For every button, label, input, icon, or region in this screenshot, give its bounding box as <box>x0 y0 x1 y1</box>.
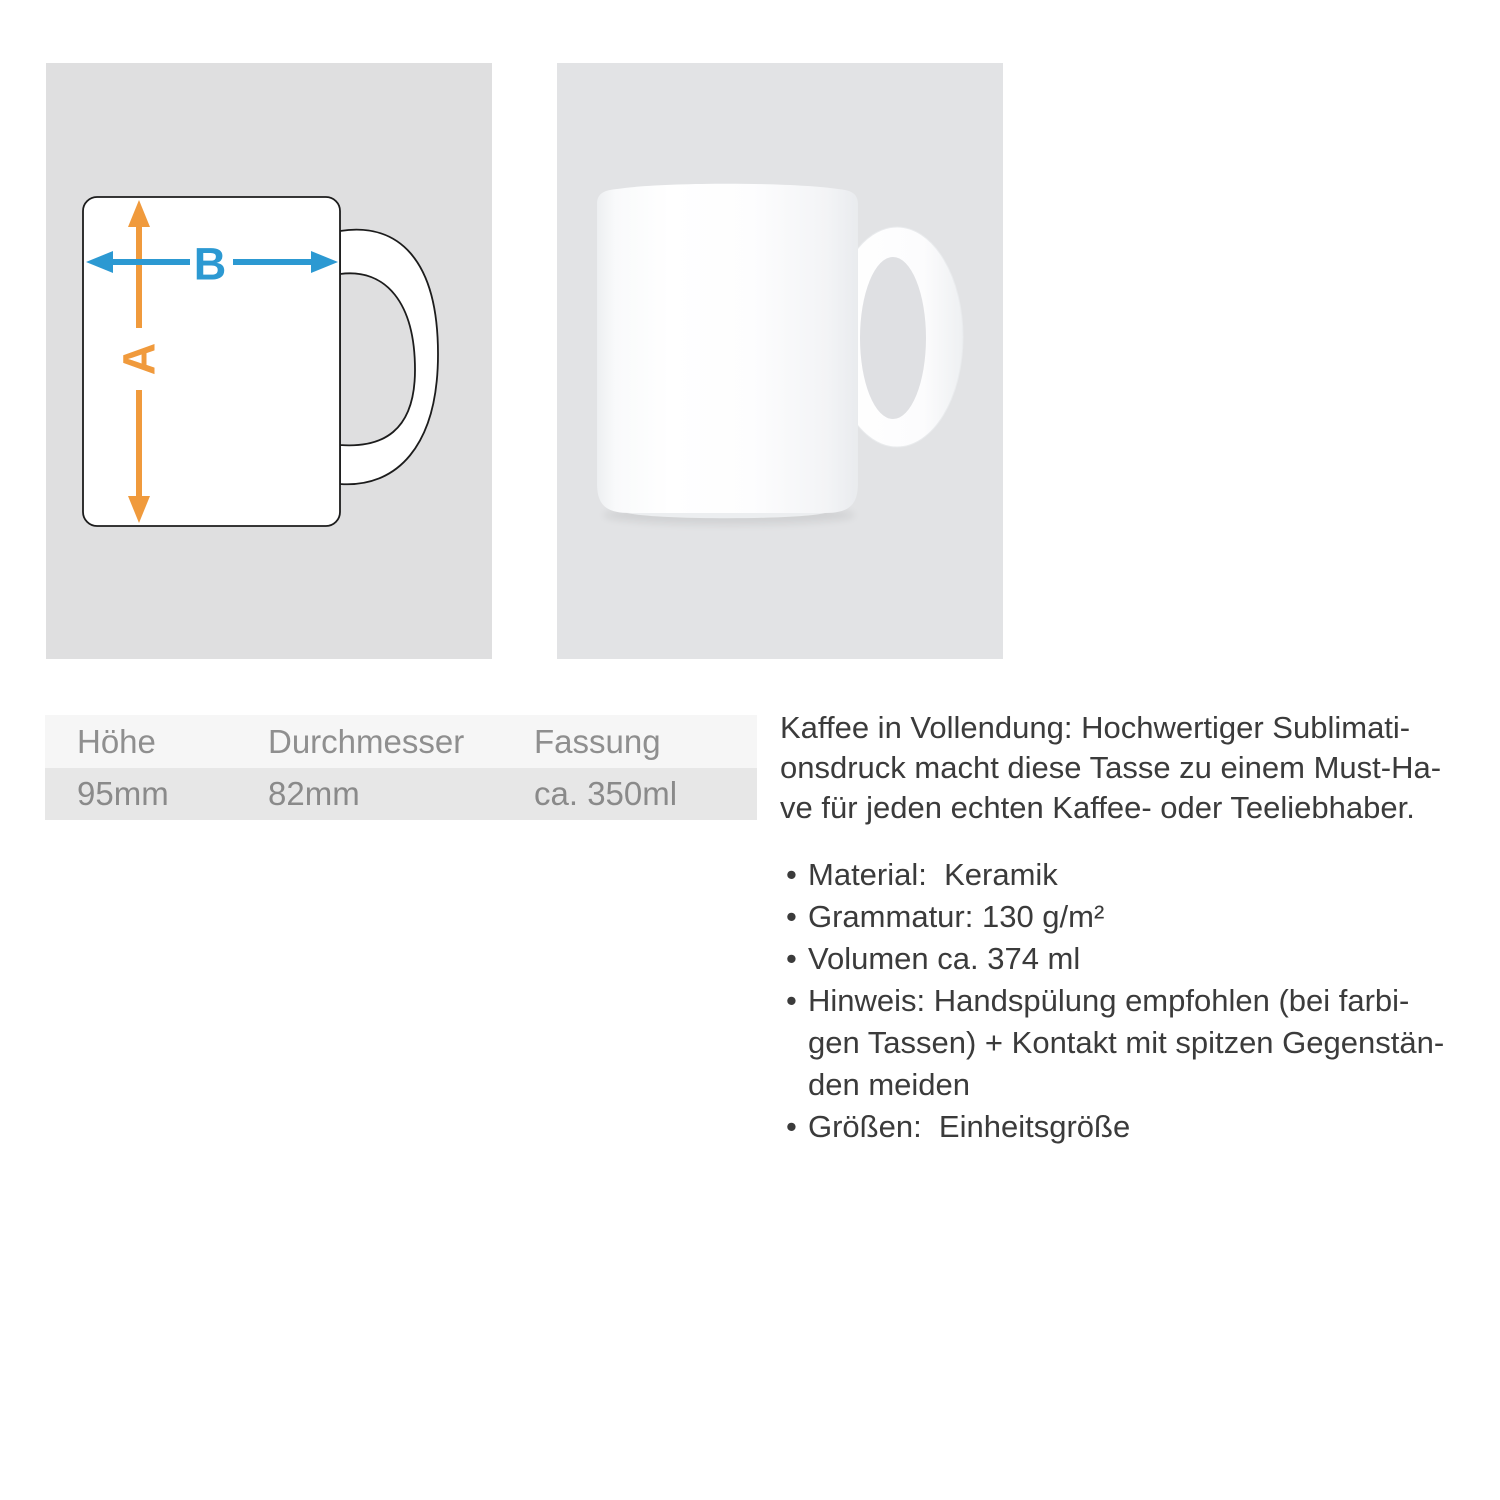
mug-photo-panel <box>557 63 1003 659</box>
bullet-dot: • <box>786 983 797 1018</box>
bullet-line: Größen: Einheitsgröße <box>808 1109 1131 1144</box>
size-table-header-fassung: Fassung <box>534 722 661 760</box>
bullet-grammatur <box>780 896 1480 938</box>
mug-dimensions-diagram-panel <box>46 63 492 659</box>
height-label-a: A <box>113 342 165 376</box>
bullet-dot: • <box>786 899 797 934</box>
product-description <box>780 708 1480 1148</box>
bullet-line: Hinweis: Handspülung empfohlen (bei farbi- <box>808 983 1410 1018</box>
bullet-line: Material: Keramik <box>808 857 1058 892</box>
bullet-dot: • <box>786 857 797 892</box>
size-table-value-row <box>45 768 757 820</box>
mug-dimensions-diagram <box>46 63 492 659</box>
size-table-header-row <box>45 715 757 768</box>
bullet-line: Grammatur: 130 g/m² <box>808 899 1105 934</box>
bullet-line: Volumen ca. 374 ml <box>808 941 1081 976</box>
bullet-hinweis <box>780 980 1480 1106</box>
bullet-line: den meiden <box>808 1067 971 1102</box>
photo-mug-body <box>597 184 858 513</box>
intro-line: onsdruck macht diese Tasse zu einem Must-Ha- <box>780 750 1442 785</box>
mug-photo <box>557 63 1003 659</box>
bullet-dot: • <box>786 941 797 976</box>
size-table-value-fassung: ca. 350ml <box>534 775 678 812</box>
bullet-line: gen Tassen) + Kontakt mit spitzen Gegenstän- <box>808 1025 1445 1060</box>
width-label-b: B <box>193 238 227 290</box>
description-bullet-list <box>780 854 1480 1148</box>
bullet-groessen <box>780 1106 1480 1148</box>
size-table-value-durchmesser: 82mm <box>268 775 360 812</box>
size-table-value-hoehe: 95mm <box>77 775 169 812</box>
bullet-volumen <box>780 938 1480 980</box>
photo-mug-handle-hole <box>860 257 926 419</box>
diagram-mug-handle <box>340 230 438 485</box>
description-intro <box>780 708 1480 828</box>
intro-line: ve für jeden echten Kaffee- oder Teeliebhaber. <box>780 790 1415 825</box>
intro-line: Kaffee in Vollendung: Hochwertiger Sublimati- <box>780 710 1411 745</box>
size-table <box>45 715 757 820</box>
bullet-material <box>780 854 1480 896</box>
size-table-header-durchmesser: Durchmesser <box>268 722 465 760</box>
bullet-dot: • <box>786 1109 797 1144</box>
size-table-header-hoehe: Höhe <box>77 722 156 760</box>
